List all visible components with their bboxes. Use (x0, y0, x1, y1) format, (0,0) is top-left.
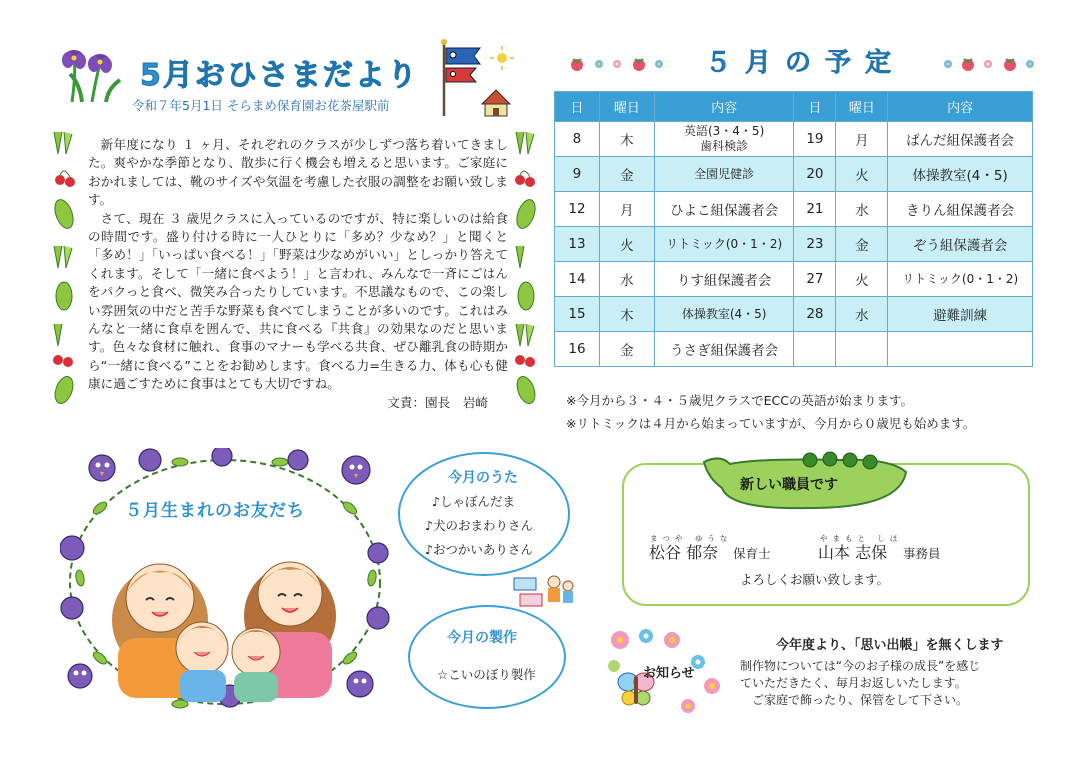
message-signature: 文責：園長 岩崎 (387, 394, 488, 410)
notice-line: ご家庭で飾ったり、保管をして下さい。 (752, 693, 969, 707)
schedule-title: ５月の予定 (705, 48, 906, 78)
schedule-header-row (555, 92, 1033, 122)
day-cell (794, 332, 836, 367)
weekday-cell: 月 (836, 122, 888, 157)
event-cell: 避難訓練 (888, 297, 1033, 332)
day-cell: 13 (555, 227, 600, 262)
strawberry-flower-deco-icon (567, 54, 667, 74)
event-cell: うさぎ組保護者会 (654, 332, 794, 367)
weekday-cell: 水 (836, 192, 888, 227)
table-row (555, 297, 1033, 332)
event-cell: ひよこ組保護者会 (654, 192, 794, 227)
event-cell (654, 122, 794, 157)
staff-name: 山本 志保 (818, 543, 888, 562)
message-paragraph-text: さて、現在 ３ 歳児クラスに入っているのですが、特に楽しいのは給食の時間です。盛り付ける時に一人ひとりに「多め？少なめ？」と聞くと「多め！」「いっぱい食べる！」「野菜は少なめがいい」としっかり答えてくれます。そして「一緒に食べよう！」と言われ、みんなで一斉にごはんをパクっと食べ、微笑み合ったりしています。不思議なもので、この楽しい雰囲気の中だと苦手な野菜も食べてしまうことが多いのです。これはみんなと一緒に食卓を囲んで、共に食べる『共食』の効果なのだと思います。色々な食材に触れ、食事のマナーも学べる共食、ぜひ離乳食の時期から“一緒に食べる”ことをお勧めします。食べる力=生きる力、体も心も健康に過ごすために食事はとても大切ですね。 (88, 210, 508, 392)
new-staff-title: 新しい職員です (740, 477, 838, 493)
song-item: ♪しゃぼんだま (432, 494, 515, 509)
column-header: 日 (794, 92, 836, 122)
newsletter-title: 5月おひさまだより (140, 58, 419, 93)
craft-bubble (408, 605, 566, 709)
table-row (555, 192, 1033, 227)
day-cell: 15 (555, 297, 600, 332)
weekday-cell: 火 (836, 262, 888, 297)
staff-role: 事務員 (903, 546, 941, 561)
notice-line: ていただきたく、毎月お返しいたします。 (740, 676, 967, 690)
event-cell: ぞう組保護者会 (888, 227, 1033, 262)
schedule-note: ※リトミックは４月から始まっていますが、今月から０歳児も始めます。 (566, 416, 976, 431)
weekday-cell: 水 (599, 262, 654, 297)
craft-item: ☆こいのぼり製作 (437, 667, 536, 682)
newsletter-subtitle: 令和７年5月1日 そらまめ保育園お花茶屋駅前 (132, 98, 390, 113)
weekday-cell: 木 (599, 122, 654, 157)
weekday-cell: 水 (836, 297, 888, 332)
column-header: 内容 (654, 92, 794, 122)
song-title: 今月のうた (448, 470, 518, 486)
table-row (555, 157, 1033, 192)
weekday-cell (836, 332, 888, 367)
day-cell: 28 (794, 297, 836, 332)
day-cell: 20 (794, 157, 836, 192)
day-cell: 8 (555, 122, 600, 157)
table-row (555, 122, 1033, 157)
event-cell: 体操教室(4・5) (888, 157, 1033, 192)
message-paragraph: 新年度になり １ ヶ月、それぞれのクラスが少しずつ落ち着いてきました。爽やかな季節となり、散歩に行く機会も増えると思います。ご家庭におかれましては、靴のサイズや気温を考慮した衣服の調整をお願い致します。 (88, 137, 508, 208)
column-header: 曜日 (599, 92, 654, 122)
day-cell: 16 (555, 332, 600, 367)
column-header: 日 (555, 92, 600, 122)
staff-name: 松谷 郁奈 (649, 543, 719, 562)
schedule-header (555, 42, 1055, 82)
koinobori-icon (430, 38, 525, 118)
table-row (555, 262, 1033, 297)
event-cell: りす組保護者会 (654, 262, 794, 297)
staff-name-ruby: やまもと しほ (820, 534, 903, 543)
day-cell: 9 (555, 157, 600, 192)
notice-line: 制作物については“今のお子様の成長”を感じ (740, 659, 981, 673)
song-item: ♪おつかいありさん (425, 542, 533, 557)
birthday-frame-illustration (60, 448, 390, 716)
column-header: 曜日 (836, 92, 888, 122)
table-row (555, 332, 1033, 367)
day-cell: 19 (794, 122, 836, 157)
event-cell: 全園児健診 (654, 157, 794, 192)
weekday-cell: 金 (599, 157, 654, 192)
song-item: ♪犬のおまわりさん (425, 518, 533, 533)
day-cell: 21 (794, 192, 836, 227)
event-line: 英語(3・4・5) 歯科検診 (683, 124, 765, 153)
table-row (555, 227, 1033, 262)
staff-role: 保育士 (733, 546, 771, 561)
principal-message-text (88, 136, 508, 412)
newsletter-header (62, 40, 452, 113)
event-cell: ぱんだ組保護者会 (888, 122, 1033, 157)
schedule-note: ※今月から３・４・５歳児クラスでECCの英語が始まります。 (566, 393, 913, 408)
weekday-cell: 金 (599, 332, 654, 367)
strawberry-flower-deco-icon (940, 54, 1040, 74)
iris-flower-icon (62, 44, 130, 104)
day-cell: 12 (555, 192, 600, 227)
staff-greeting: よろしくお願い致します。 (740, 572, 890, 587)
weekday-cell: 金 (836, 227, 888, 262)
weekday-cell: 月 (599, 192, 654, 227)
event-cell: リトミック(0・1・2) (654, 227, 794, 262)
schedule-table (554, 91, 1033, 367)
weekday-cell: 火 (599, 227, 654, 262)
event-cell (888, 332, 1033, 367)
notice-heading: 今年度より、「思い出帳」を無くします (776, 638, 1004, 653)
weekday-cell: 木 (599, 297, 654, 332)
event-cell: きりん組保護者会 (888, 192, 1033, 227)
children-drawing-icon (512, 570, 576, 612)
notice-label: お知らせ (643, 666, 695, 681)
event-cell: リトミック(0・1・2) (888, 262, 1033, 297)
craft-title: 今月の製作 (447, 630, 517, 646)
vegetable-border-right-icon (506, 128, 546, 410)
day-cell: 14 (555, 262, 600, 297)
day-cell: 27 (794, 262, 836, 297)
staff-name-ruby: まつや ゆうな (650, 534, 733, 543)
principal-message-box (40, 128, 548, 410)
day-cell: 23 (794, 227, 836, 262)
column-header: 内容 (888, 92, 1033, 122)
weekday-cell: 火 (836, 157, 888, 192)
event-cell: 体操教室(4・5) (654, 297, 794, 332)
birthday-title: ５月生まれのお友だち (125, 501, 305, 521)
message-paragraph (88, 210, 508, 412)
vegetable-border-left-icon (44, 128, 84, 410)
